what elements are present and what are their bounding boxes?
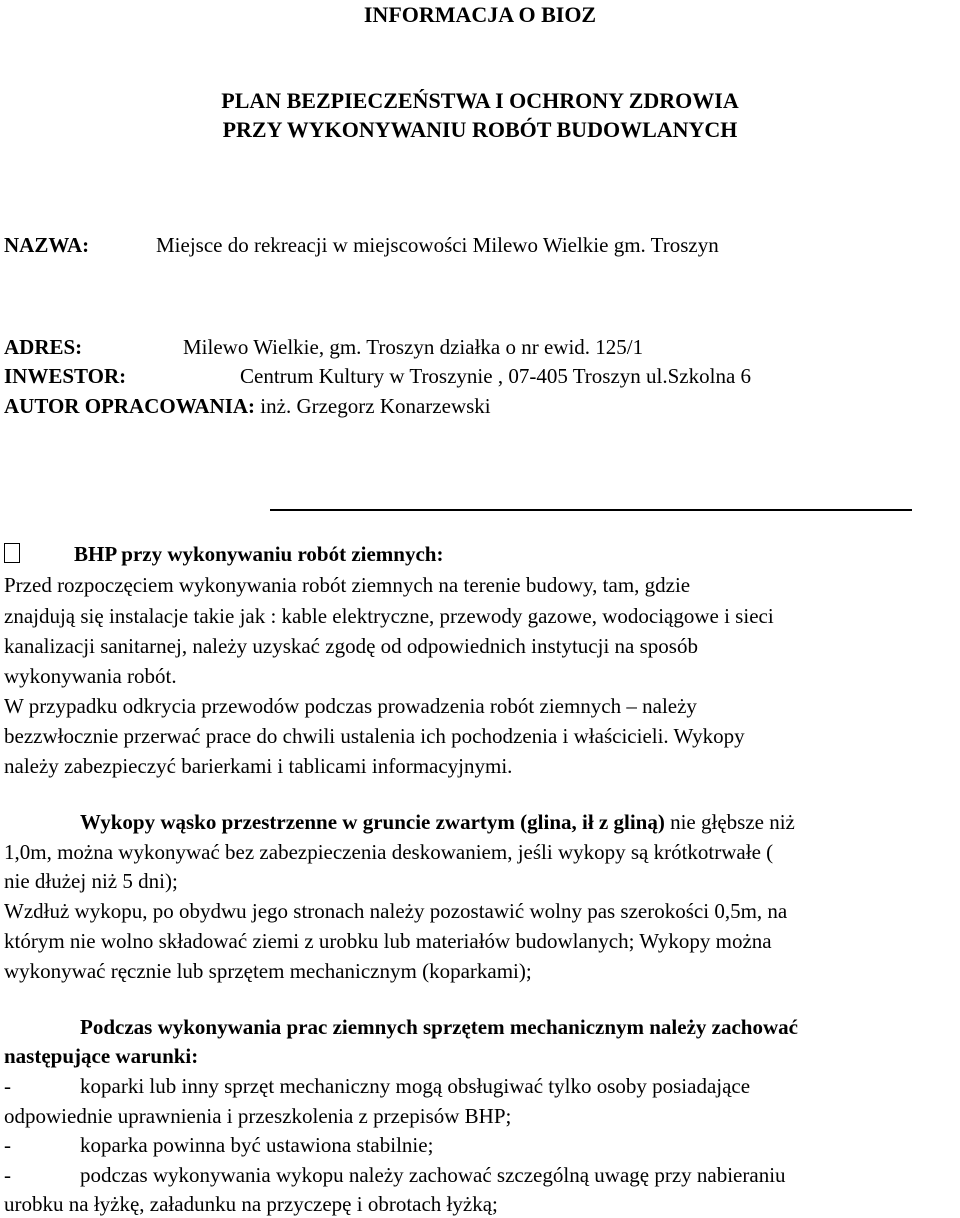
list-dash: - — [4, 1133, 11, 1157]
warunki-item-1-cont: odpowiednie uprawnienia i przeszkolenia z przepisów BHP; — [4, 1104, 512, 1128]
item-text: koparka powinna być ustawiona stabilnie; — [80, 1133, 434, 1157]
bhp-p1-line: wykonywania robót. — [4, 664, 177, 688]
warunki-item-2 — [4, 1133, 433, 1158]
bhp-p2-line: należy zabezpieczyć barierkami i tablicami informacyjnymi. — [4, 754, 513, 778]
bhp-p2-line: bezzwłocznie przerwać prace do chwili ustalenia ich pochodzenia i właścicieli. Wykopy — [4, 724, 745, 748]
wykopy-first-line — [80, 810, 795, 835]
horizontal-divider — [270, 509, 912, 511]
wykopy-line: nie dłużej niż 5 dni); — [4, 869, 178, 893]
adres-label: ADRES: — [4, 335, 83, 359]
list-dash: - — [4, 1163, 11, 1187]
warunki-item-3 — [4, 1163, 786, 1188]
wykopy-rest: nie głębsze niż — [664, 810, 795, 834]
bhp-p1-line: kanalizacji sanitarnej, należy uzyskać zgodę od odpowiednich instytucji na sposób — [4, 634, 698, 658]
warunki-heading-line2: następujące warunki: — [4, 1044, 199, 1068]
warunki-item-1 — [4, 1074, 750, 1099]
wykopy-line: wykonywać ręcznie lub sprzętem mechanicznym (koparkami); — [4, 959, 532, 983]
bhp-p1-line: znajdują się instalacje takie jak : kable elektryczne, przewody gazowe, wodociągowe i sieci — [4, 604, 774, 628]
wykopy-line: którym nie wolno składować ziemi z urobku lub materiałów budowlanych; Wykopy można — [4, 929, 772, 953]
warunki-heading-line1: Podczas wykonywania prac ziemnych sprzętem mechanicznym należy zachować — [80, 1015, 798, 1039]
item-text: koparki lub inny sprzęt mechaniczny mogą obsługiwać tylko osoby posiadające — [80, 1074, 751, 1098]
checkbox-icon — [4, 543, 20, 563]
bhp-p1-line: Przed rozpoczęciem wykonywania robót ziemnych na terenie budowy, tam, gdzie — [4, 573, 691, 597]
bhp-p2-line: W przypadku odkrycia przewodów podczas prowadzenia robót ziemnych – należy — [4, 694, 697, 718]
item-text: podczas wykonywania wykopu należy zachować szczególną uwagę przy nabieraniu — [80, 1163, 786, 1187]
wykopy-bold: Wykopy wąsko przestrzenne w gruncie zwartym (glina, ił z gliną) — [80, 810, 665, 834]
plan-title-line2: PRZY WYKONYWANIU ROBÓT BUDOWLANYCH — [222, 117, 738, 142]
warunki-item-3-cont: urobku na łyżkę, załadunku na przyczepę i obrotach łyżką; — [4, 1192, 498, 1216]
autor-label: AUTOR OPRACOWANIA: — [4, 394, 256, 418]
wykopy-line: Wzdłuż wykopu, po obydwu jego stronach należy pozostawić wolny pas szerokości 0,5m, na — [4, 899, 788, 923]
inwestor-label: INWESTOR: — [4, 364, 127, 388]
nazwa-label: NAZWA: — [4, 233, 90, 257]
autor-value: inż. Grzegorz Konarzewski — [260, 394, 491, 418]
nazwa-value: Miejsce do rekreacji w miejscowości Milewo Wielkie gm. Troszyn — [156, 233, 719, 257]
document-title: INFORMACJA O BIOZ — [363, 2, 597, 27]
plan-title-line1: PLAN BEZPIECZEŃSTWA I OCHRONY ZDROWIA — [221, 88, 739, 113]
list-dash: - — [4, 1074, 11, 1098]
inwestor-value: Centrum Kultury w Troszynie , 07-405 Troszyn ul.Szkolna 6 — [240, 364, 752, 388]
bhp-heading: BHP przy wykonywaniu robót ziemnych: — [74, 542, 444, 566]
adres-value: Milewo Wielkie, gm. Troszyn działka o nr ewid. 125/1 — [183, 335, 644, 359]
wykopy-line: 1,0m, można wykonywać bez zabezpieczenia deskowaniem, jeśli wykopy są krótkotrwałe ( — [4, 840, 774, 864]
bhp-heading-row — [4, 542, 443, 567]
autor-line — [4, 394, 491, 419]
